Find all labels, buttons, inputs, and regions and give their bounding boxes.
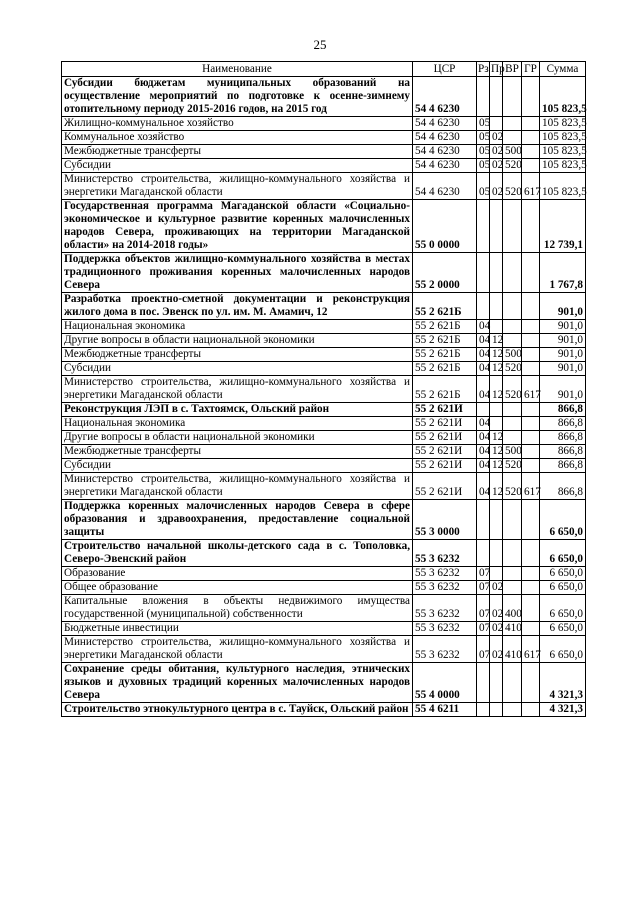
cell-rz: 07: [477, 622, 490, 636]
cell-name: Субсидии: [62, 159, 413, 173]
cell-rz: 07: [477, 636, 490, 663]
cell-rz: [477, 253, 490, 293]
cell-sum: 105 823,5: [540, 159, 586, 173]
cell-sum: 105 823,5: [540, 145, 586, 159]
cell-csr: 55 2 0000: [413, 253, 477, 293]
cell-pr: 02: [490, 636, 503, 663]
cell-rz: 07: [477, 581, 490, 595]
table-header-row: [62, 62, 586, 77]
cell-csr: 54 4 6230: [413, 77, 477, 117]
cell-vr: 500: [503, 445, 522, 459]
cell-vr: 520: [503, 362, 522, 376]
cell-gr: [522, 334, 540, 348]
cell-pr: 02: [490, 131, 503, 145]
cell-gr: [522, 348, 540, 362]
cell-csr: 55 2 621И: [413, 473, 477, 500]
cell-vr: 520: [503, 159, 522, 173]
cell-vr: [503, 77, 522, 117]
cell-vr: [503, 200, 522, 253]
cell-gr: [522, 159, 540, 173]
header-csr: ЦСР: [413, 62, 477, 77]
cell-sum: 6 650,0: [540, 567, 586, 581]
cell-rz: 05: [477, 131, 490, 145]
cell-csr: 55 2 621Б: [413, 320, 477, 334]
cell-sum: 866,8: [540, 445, 586, 459]
cell-vr: [503, 663, 522, 703]
cell-rz: 05: [477, 145, 490, 159]
cell-csr: 54 4 6230: [413, 159, 477, 173]
budget-table: [61, 61, 586, 717]
cell-vr: [503, 417, 522, 431]
cell-pr: 12: [490, 348, 503, 362]
table-row: [62, 334, 586, 348]
cell-csr: 54 4 6230: [413, 173, 477, 200]
cell-gr: [522, 445, 540, 459]
cell-vr: [503, 540, 522, 567]
header-gr: ГР: [522, 62, 540, 77]
cell-rz: [477, 500, 490, 540]
table-row: [62, 703, 586, 717]
cell-gr: 617: [522, 636, 540, 663]
cell-pr: 12: [490, 473, 503, 500]
cell-pr: [490, 293, 503, 320]
cell-gr: 617: [522, 376, 540, 403]
table-row: [62, 459, 586, 473]
cell-rz: [477, 403, 490, 417]
cell-gr: [522, 362, 540, 376]
cell-sum: 901,0: [540, 293, 586, 320]
cell-name: Поддержка объектов жилищно-коммунального хозяйства в местах традиционного проживания коренных малочисленных народов Севера: [62, 253, 413, 293]
cell-sum: 6 650,0: [540, 622, 586, 636]
cell-vr: 500: [503, 348, 522, 362]
cell-name: Бюджетные инвестиции: [62, 622, 413, 636]
cell-rz: 07: [477, 595, 490, 622]
cell-vr: 400: [503, 595, 522, 622]
cell-csr: 55 3 6232: [413, 636, 477, 663]
cell-csr: 54 4 6230: [413, 131, 477, 145]
cell-name: Министерство строительства, жилищно-коммунального хозяйства и энергетики Магаданской области: [62, 473, 413, 500]
cell-csr: 55 2 621Б: [413, 376, 477, 403]
cell-name: Общее образование: [62, 581, 413, 595]
cell-gr: [522, 417, 540, 431]
cell-name: Другие вопросы в области национальной экономики: [62, 431, 413, 445]
cell-rz: 04: [477, 417, 490, 431]
cell-vr: [503, 567, 522, 581]
cell-vr: [503, 403, 522, 417]
header-vr: ВР: [503, 62, 522, 77]
table-row: [62, 622, 586, 636]
table-row: [62, 431, 586, 445]
cell-name: Сохранение среды обитания, культурного наследия, этнических языков и духовных традиций коренных малочисленных народов Севера: [62, 663, 413, 703]
cell-pr: [490, 417, 503, 431]
cell-gr: [522, 459, 540, 473]
cell-pr: 12: [490, 362, 503, 376]
cell-pr: [490, 500, 503, 540]
cell-name: Министерство строительства, жилищно-коммунального хозяйства и энергетики Магаданской области: [62, 173, 413, 200]
cell-name: Коммунальное хозяйство: [62, 131, 413, 145]
cell-sum: 901,0: [540, 320, 586, 334]
cell-csr: 54 4 6230: [413, 145, 477, 159]
cell-sum: 1 767,8: [540, 253, 586, 293]
cell-vr: [503, 320, 522, 334]
cell-sum: 105 823,5: [540, 173, 586, 200]
cell-gr: [522, 663, 540, 703]
cell-sum: 6 650,0: [540, 500, 586, 540]
table-row: [62, 636, 586, 663]
header-name: Наименование: [62, 62, 413, 77]
header-pr: Пр: [491, 62, 505, 75]
cell-pr: [490, 567, 503, 581]
table-row: [62, 540, 586, 567]
cell-rz: 07: [477, 567, 490, 581]
cell-csr: 55 2 621И: [413, 431, 477, 445]
table-row: [62, 145, 586, 159]
cell-rz: 05: [477, 117, 490, 131]
cell-csr: 55 3 6232: [413, 567, 477, 581]
table-row: [62, 348, 586, 362]
table-row: [62, 445, 586, 459]
cell-sum: 901,0: [540, 334, 586, 348]
cell-pr: 12: [490, 459, 503, 473]
table-row: [62, 581, 586, 595]
cell-pr: 02: [490, 145, 503, 159]
cell-sum: 105 823,5: [540, 117, 586, 131]
cell-csr: 55 3 0000: [413, 500, 477, 540]
cell-csr: 55 3 6232: [413, 622, 477, 636]
cell-name: Капитальные вложения в объекты недвижимого имущества государственной (муниципальной) собственности: [62, 595, 413, 622]
cell-pr: [490, 117, 503, 131]
cell-sum: 6 650,0: [540, 540, 586, 567]
table-row: [62, 173, 586, 200]
cell-sum: 901,0: [540, 376, 586, 403]
cell-gr: [522, 253, 540, 293]
cell-vr: [503, 431, 522, 445]
cell-sum: 901,0: [540, 362, 586, 376]
cell-pr: [490, 403, 503, 417]
cell-rz: 04: [477, 320, 490, 334]
cell-sum: 866,8: [540, 403, 586, 417]
cell-csr: 55 2 621И: [413, 459, 477, 473]
table-row: [62, 253, 586, 293]
cell-pr: 12: [490, 431, 503, 445]
table-row: [62, 403, 586, 417]
cell-csr: 55 2 621Б: [413, 362, 477, 376]
cell-gr: [522, 622, 540, 636]
cell-csr: 55 3 6232: [413, 595, 477, 622]
cell-sum: 6 650,0: [540, 581, 586, 595]
cell-gr: [522, 595, 540, 622]
cell-gr: [522, 581, 540, 595]
table-row: [62, 362, 586, 376]
cell-rz: [477, 703, 490, 717]
table-row: [62, 117, 586, 131]
cell-pr: 12: [490, 376, 503, 403]
cell-pr: [490, 540, 503, 567]
cell-csr: 55 2 621И: [413, 403, 477, 417]
table-row: [62, 500, 586, 540]
cell-csr: 55 2 621Б: [413, 348, 477, 362]
cell-pr: 02: [490, 173, 503, 200]
table-row: [62, 131, 586, 145]
cell-sum: 6 650,0: [540, 595, 586, 622]
cell-rz: 05: [477, 173, 490, 200]
cell-csr: 55 0 0000: [413, 200, 477, 253]
table-row: [62, 376, 586, 403]
table-row: [62, 77, 586, 117]
cell-pr: 02: [490, 595, 503, 622]
cell-sum: 4 321,3: [540, 663, 586, 703]
cell-vr: [503, 293, 522, 320]
cell-vr: 520: [503, 173, 522, 200]
cell-name: Образование: [62, 567, 413, 581]
cell-name: Государственная программа Магаданской области «Социально-экономическое и культурное развитие коренных малочисленных народов Севера, проживающих на территории Магаданской области» на 2014-2018 годы»: [62, 200, 413, 253]
table-row: [62, 293, 586, 320]
cell-sum: 105 823,5: [540, 77, 586, 117]
cell-pr: 02: [490, 622, 503, 636]
cell-rz: [477, 77, 490, 117]
cell-gr: 617: [522, 173, 540, 200]
cell-name: Субсидии: [62, 459, 413, 473]
cell-name: Национальная экономика: [62, 417, 413, 431]
table-row: [62, 320, 586, 334]
table-row: [62, 567, 586, 581]
cell-pr: 02: [490, 159, 503, 173]
cell-csr: 55 2 621Б: [413, 293, 477, 320]
cell-sum: 12 739,1: [540, 200, 586, 253]
cell-sum: 4 321,3: [540, 703, 586, 717]
cell-gr: [522, 403, 540, 417]
cell-rz: 04: [477, 376, 490, 403]
cell-gr: [522, 293, 540, 320]
cell-sum: 866,8: [540, 417, 586, 431]
cell-name: Национальная экономика: [62, 320, 413, 334]
cell-gr: [522, 431, 540, 445]
cell-gr: [522, 117, 540, 131]
cell-pr: [490, 663, 503, 703]
table-row: [62, 663, 586, 703]
cell-rz: [477, 200, 490, 253]
cell-vr: [503, 253, 522, 293]
cell-name: Межбюджетные трансферты: [62, 445, 413, 459]
cell-name: Строительство начальной школы-детского сада в с. Тополовка, Северо-Эвенский район: [62, 540, 413, 567]
cell-gr: [522, 145, 540, 159]
table-row: [62, 159, 586, 173]
cell-gr: [522, 703, 540, 717]
cell-gr: [522, 320, 540, 334]
cell-pr: [490, 200, 503, 253]
table-row: [62, 595, 586, 622]
cell-rz: [477, 293, 490, 320]
cell-name: Субсидии бюджетам муниципальных образований на осуществление мероприятий по подготовке к осенне-зимнему отопительному периоду 2015-2016 годов, на 2015 год: [62, 77, 413, 117]
cell-csr: 55 4 0000: [413, 663, 477, 703]
cell-pr: 12: [490, 445, 503, 459]
cell-gr: [522, 540, 540, 567]
cell-csr: 55 4 6211: [413, 703, 477, 717]
page-number: 25: [313, 37, 327, 52]
cell-pr: [490, 253, 503, 293]
cell-rz: [477, 540, 490, 567]
cell-gr: [522, 567, 540, 581]
header-sum: Сумма: [540, 62, 586, 77]
cell-csr: 55 2 621И: [413, 445, 477, 459]
cell-vr: [503, 334, 522, 348]
cell-name: Субсидии: [62, 362, 413, 376]
cell-name: Другие вопросы в области национальной экономики: [62, 334, 413, 348]
cell-csr: 55 3 6232: [413, 540, 477, 567]
table-row: [62, 473, 586, 500]
cell-vr: [503, 703, 522, 717]
cell-pr: 02: [490, 581, 503, 595]
cell-rz: 04: [477, 473, 490, 500]
cell-name: Строительство этнокультурного центра в с. Тауйск, Ольский район: [62, 703, 413, 717]
table-row: [62, 200, 586, 253]
cell-sum: 6 650,0: [540, 636, 586, 663]
cell-csr: 55 2 621И: [413, 417, 477, 431]
cell-rz: 04: [477, 459, 490, 473]
cell-pr: [490, 320, 503, 334]
cell-name: Разработка проектно-сметной документации и реконструкция жилого дома в пос. Эвенск по ул. им. М. Амамич, 12: [62, 293, 413, 320]
cell-rz: 04: [477, 348, 490, 362]
cell-csr: 55 3 6232: [413, 581, 477, 595]
cell-csr: 55 2 621Б: [413, 334, 477, 348]
cell-rz: 04: [477, 445, 490, 459]
cell-rz: 04: [477, 362, 490, 376]
cell-sum: 105 823,5: [540, 131, 586, 145]
cell-name: Реконструкция ЛЭП в с. Тахтоямск, Ольский район: [62, 403, 413, 417]
cell-vr: [503, 500, 522, 540]
cell-vr: [503, 117, 522, 131]
cell-rz: 04: [477, 334, 490, 348]
cell-name: Поддержка коренных малочисленных народов Севера в сфере образования и здравоохранения, предоставление социальной защиты: [62, 500, 413, 540]
cell-name: Межбюджетные трансферты: [62, 145, 413, 159]
cell-vr: 520: [503, 473, 522, 500]
cell-vr: 520: [503, 459, 522, 473]
table-row: [62, 417, 586, 431]
cell-name: Министерство строительства, жилищно-коммунального хозяйства и энергетики Магаданской области: [62, 636, 413, 663]
cell-name: Жилищно-коммунальное хозяйство: [62, 117, 413, 131]
cell-vr: [503, 131, 522, 145]
cell-name: Министерство строительства, жилищно-коммунального хозяйства и энергетики Магаданской области: [62, 376, 413, 403]
cell-sum: 866,8: [540, 473, 586, 500]
cell-gr: [522, 200, 540, 253]
cell-pr: [490, 703, 503, 717]
cell-sum: 866,8: [540, 431, 586, 445]
cell-gr: [522, 77, 540, 117]
cell-vr: 500: [503, 145, 522, 159]
cell-vr: 410: [503, 636, 522, 663]
header-rz: Рз: [478, 62, 489, 75]
cell-gr: [522, 131, 540, 145]
cell-vr: [503, 581, 522, 595]
cell-rz: 04: [477, 431, 490, 445]
cell-name: Межбюджетные трансферты: [62, 348, 413, 362]
cell-vr: 410: [503, 622, 522, 636]
table-body: [62, 77, 586, 717]
cell-rz: 05: [477, 159, 490, 173]
cell-sum: 901,0: [540, 348, 586, 362]
cell-rz: [477, 663, 490, 703]
cell-csr: 54 4 6230: [413, 117, 477, 131]
cell-vr: 520: [503, 376, 522, 403]
cell-sum: 866,8: [540, 459, 586, 473]
cell-gr: 617: [522, 473, 540, 500]
cell-pr: [490, 77, 503, 117]
cell-pr: 12: [490, 334, 503, 348]
cell-gr: [522, 500, 540, 540]
